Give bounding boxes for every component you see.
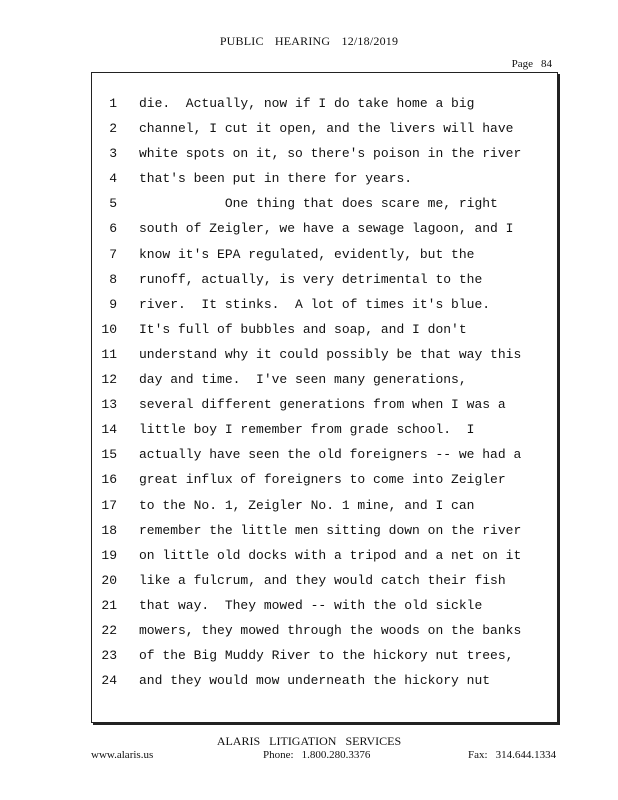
transcript-line [92, 242, 557, 267]
transcript-line [92, 292, 557, 317]
transcript-lines [92, 91, 557, 693]
line-number: 19 [101, 547, 117, 563]
line-number: 4 [109, 171, 117, 187]
footer-company-word: ALARIS [216, 734, 261, 748]
transcript-line [92, 91, 557, 116]
transcript-line [92, 216, 557, 241]
line-number: 14 [101, 422, 117, 438]
line-text: know it's EPA regulated, evidently, but the [139, 246, 475, 262]
line-text: several different generations from when I was a [139, 397, 506, 413]
line-text: die. Actually, now if I do take home a big [139, 96, 475, 111]
line-text: south of Zeigler, we have a sewage lagoon, and I [139, 221, 514, 237]
footer-company-word: SERVICES [345, 734, 402, 748]
line-number: 22 [101, 622, 117, 638]
line-text: One thing that does scare me, right [139, 196, 498, 212]
line-number: 9 [109, 296, 117, 312]
transcript-line [92, 643, 557, 668]
line-text: actually have seen the old foreigners -- we had a [139, 447, 522, 463]
header-date: 12/18/2019 [341, 34, 399, 48]
line-number: 11 [101, 346, 117, 362]
line-text: runoff, actually, is very detrimental to the [139, 271, 483, 287]
transcript-line [92, 467, 557, 492]
header-title-word-hearing: HEARING [274, 34, 331, 48]
transcript-line [92, 116, 557, 141]
transcript-line [92, 493, 557, 518]
page-label: Page [511, 58, 533, 70]
transcript-line [92, 191, 557, 216]
line-text: channel, I cut it open, and the livers will have [139, 121, 514, 137]
phone-number: 1.800.280.3376 [301, 749, 371, 761]
line-number: 17 [101, 497, 117, 513]
line-number: 21 [101, 597, 117, 613]
line-number: 13 [101, 397, 117, 413]
line-text: It's full of bubbles and soap, and I don't [139, 321, 467, 337]
transcript-line [92, 668, 557, 693]
line-number: 5 [109, 196, 117, 212]
transcript-page-frame [91, 72, 558, 723]
line-text: day and time. I've seen many generations, [139, 372, 467, 388]
line-text: like a fulcrum, and they would catch their fish [139, 572, 506, 588]
line-number: 2 [109, 121, 117, 137]
transcript-line [92, 442, 557, 467]
line-text: remember the little men sitting down on the river [139, 522, 522, 538]
footer-website [91, 749, 153, 761]
line-number: 16 [101, 472, 117, 488]
transcript-line [92, 267, 557, 292]
line-text: on little old docks with a tripod and a net on it [139, 547, 522, 563]
line-text: white spots on it, so there's poison in the river [139, 146, 522, 162]
header-title-word-public: PUBLIC [219, 34, 264, 48]
phone-label: Phone: [263, 749, 294, 761]
footer-company-name [0, 734, 618, 749]
transcript-line [92, 543, 557, 568]
transcript-line [92, 417, 557, 442]
line-number: 8 [109, 271, 117, 287]
transcript-line [92, 392, 557, 417]
line-text: mowers, they mowed through the woods on the banks [139, 622, 522, 638]
footer-fax [468, 749, 556, 761]
line-number: 10 [101, 321, 117, 337]
page-number: 84 [541, 58, 552, 70]
line-text: that's been put in there for years. [139, 171, 413, 187]
line-text: that way. They mowed -- with the old sickle [139, 597, 483, 613]
line-number: 7 [109, 246, 117, 262]
line-text: to the No. 1, Zeigler No. 1 mine, and I can [139, 497, 475, 513]
transcript-line [92, 317, 557, 342]
transcript-line [92, 141, 557, 166]
page-number-label [512, 58, 552, 70]
line-number: 24 [101, 673, 117, 689]
line-text: and they would mow underneath the hickory nut [139, 673, 491, 689]
fax-number: 314.644.1334 [495, 749, 557, 761]
line-text: of the Big Muddy River to the hickory nut trees, [139, 648, 514, 664]
line-text: great influx of foreigners to come into Zeigler [139, 472, 506, 488]
transcript-line [92, 342, 557, 367]
fax-label: Fax: [468, 749, 488, 761]
transcript-line [92, 568, 557, 593]
transcript-line [92, 518, 557, 543]
line-number: 20 [101, 572, 117, 588]
line-number: 6 [109, 221, 117, 237]
transcript-line [92, 166, 557, 191]
website-text: www.alaris.us [91, 749, 154, 761]
transcript-line [92, 618, 557, 643]
transcript-line [92, 593, 557, 618]
footer-company-word: LITIGATION [269, 734, 337, 748]
line-number: 3 [109, 146, 117, 162]
transcript-line [92, 367, 557, 392]
footer-phone [263, 749, 370, 761]
line-text: understand why it could possibly be that way this [139, 346, 522, 362]
line-number: 1 [109, 96, 117, 111]
transcript-header-title [0, 34, 618, 49]
line-number: 15 [101, 447, 117, 463]
line-text: little boy I remember from grade school. I [139, 422, 475, 438]
line-number: 12 [101, 372, 117, 388]
line-number: 18 [101, 522, 117, 538]
line-number: 23 [101, 648, 117, 664]
line-text: river. It stinks. A lot of times it's blue. [139, 296, 491, 312]
